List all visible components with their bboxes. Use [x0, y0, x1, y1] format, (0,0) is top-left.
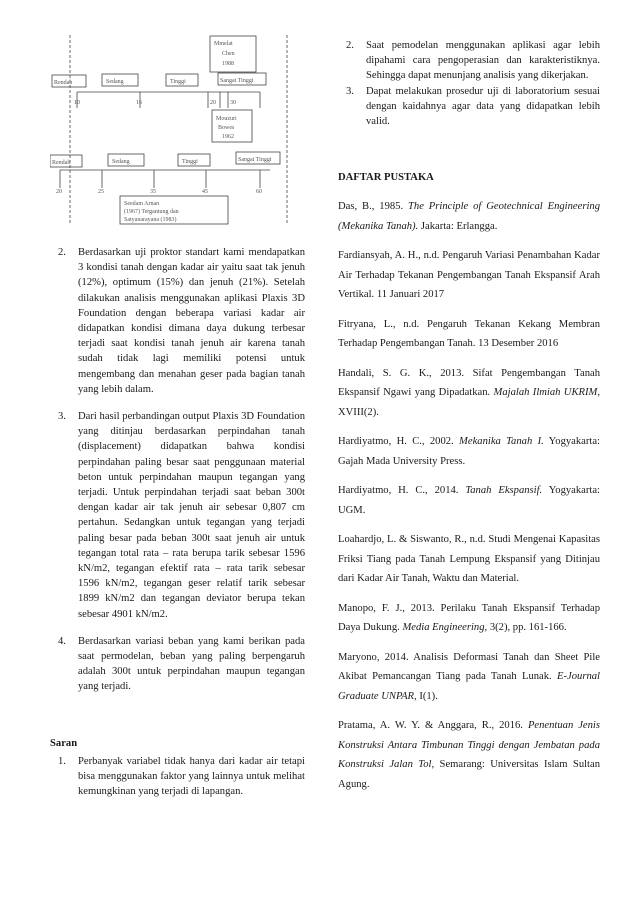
list-item — [338, 84, 600, 130]
reference-item — [338, 599, 600, 638]
list-item — [50, 245, 305, 397]
fig-mid-label-2: Bowes — [218, 125, 235, 131]
list-item — [50, 754, 305, 800]
fig-mid-label-1: Mouzuri — [216, 116, 237, 122]
reference-item — [338, 481, 600, 520]
item-number: 3. — [58, 411, 66, 423]
ref-text: Hardiyatmo, H. C., 2014. — [338, 485, 466, 496]
ref-italic: Tanah Ekspansif. — [465, 485, 543, 496]
fig-row1-sedang: Sedang — [106, 79, 124, 85]
ref-text-post: Semarang: Universitas Islam Sultan Agung. — [338, 759, 600, 790]
ref-text: Pratama, A. W. Y. & Anggara, R., 2016. — [338, 720, 528, 731]
fig-row2-sedang: Sedang — [112, 159, 130, 165]
item-number: 2. — [346, 40, 354, 51]
ref-italic: Penentuan Jenis Konstruksi Antara Timbunan Tinggi dengan Jembatan pada Konstruksi Jalan Tol, — [338, 720, 600, 770]
item-number: 4. — [58, 635, 66, 647]
ref-text: Fitryana, L., n.d. Pengaruh Tekanan Kekang Membran Terhadap Pengembangan Tanah. 13 Desember 2016 — [338, 318, 600, 349]
fig-bottom-label-2: (1967) Tergantung dan — [124, 209, 179, 215]
reference-item — [338, 364, 600, 423]
list-item — [338, 38, 600, 84]
ref-text: Maryono, 2014. Analisis Deformasi Tanah dan Sheet Pile Akibat Pemancangan Tiang pada Tanah Lunak. — [338, 651, 600, 682]
fig-row1-n3: 20 — [210, 100, 216, 106]
fig-row1-n1: 10 — [74, 100, 80, 106]
reference-item — [338, 648, 600, 707]
fig-row2-n3: 35 — [150, 189, 156, 195]
ref-text: Fardiansyah, A. H., n.d. Pengaruh Variasi Penambahan Kadar Air Terhadap Tekanan Pengembangan Tanah Ekspansif Arah Vertikal. 11 Januari 2017 — [338, 250, 600, 300]
ref-text-post: Yogyakarta: Gajah Mada University Press. — [338, 436, 600, 467]
ref-italic: Majalah Ilmiah UKRIM, — [493, 387, 600, 398]
fig-bottom-label-3: Satyanarayana (1983) — [124, 217, 177, 223]
fig-row1-tinggi: Tinggi — [170, 79, 186, 85]
saran-list — [50, 754, 305, 800]
reference-item — [338, 246, 600, 305]
ref-italic: Media Engineering, — [402, 622, 488, 633]
ref-text-post: Jakarta: Erlangga. — [418, 220, 498, 232]
fig-top-label-1: Mmelat — [214, 41, 233, 47]
item-text: Saat pemodelan menggunakan aplikasi agar lebih dipahami cara pengoperasian dan karakteristiknya. Sehingga dapat menunjang analisis yang dikerjakan. — [366, 40, 600, 82]
fig-top-label-2: Chen — [222, 51, 235, 57]
reference-item — [338, 716, 600, 794]
fig-row2-tinggi: Tinggi — [182, 159, 198, 165]
ref-text: Handali, S. G. K., 2013. Sifat Pengembangan Tanah Ekspansif Ngawi yang Dipadatkan. — [338, 367, 600, 398]
ref-text: Loahardjo, L. & Siswanto, R., n.d. Studi Mengenai Kapasitas Friksi Tiang pada Tanah Lempung Ekspansif yang Ditinjau dari Kadar Air Tanah, Waktu dan Material. — [338, 534, 600, 584]
ref-text: Manopo, F. J., 2013. Perilaku Tanah Ekspansif Terhadap Daya Dukung. — [338, 602, 600, 633]
daftar-pustaka-heading: DAFTAR PUSTAKA — [338, 172, 434, 183]
classification-diagram — [50, 30, 305, 235]
saran-list-continued — [338, 38, 600, 129]
saran-heading: Saran — [50, 738, 78, 749]
fig-row2-rendah: Rendah — [52, 160, 71, 166]
fig-row2-n2: 25 — [98, 189, 104, 195]
conclusion-list — [50, 245, 305, 707]
ref-text-post: 3(2), pp. 161-166. — [487, 622, 567, 633]
fig-top-label-3: 1988 — [222, 61, 234, 67]
fig-row2-n1: 20 — [56, 189, 62, 195]
item-number: 2. — [58, 247, 66, 258]
ref-italic: Mekanika Tanah I. — [459, 436, 544, 447]
fig-row2-n4: 45 — [202, 189, 208, 195]
item-number: 3. — [346, 85, 354, 97]
item-text: Perbanyak variabel tidak hanya dari kadar air tetapi bisa menggunakan faktor yang lainnya untuk melihat kemungkinan yang terjadi di lapangan. — [78, 756, 305, 798]
ref-text: Hardiyatmo, H. C., 2002. — [338, 436, 460, 447]
fig-row1-n2: 16 — [136, 100, 142, 106]
item-text: Dari hasil perbandingan output Plaxis 3D Foundation yang ditinjau berdasarkan perpindahan tanah (displacement) didapatkan bahwa kondisi perpindahan paling besar saat penggunaan material beton untuk perpindahan maupun tegangan yang terjadi. Untuk perpindahan terjadi saat beban 300t dengan kadar air tak jenuh air sebesar 0,807 cm pertahun. Sedangkan untuk tegangan yang terjadi paling besar pada beban 300t saat jenuh air untuk tegangan total rata – rata berupa tarik sebesar 1596 kN/m2, tegangan efektif rata – rata tarik sebesar 1596 kN/m2, tegangan geser relatif tarik sebesar 1899 kN/m2 dan tegangan deviator berupa tekan sebesar 4901 kN/m2. — [78, 411, 305, 620]
ref-italic: The Principle of Geotechnical Engineering (Mekanika Tanah). — [338, 201, 600, 232]
fig-row2-n5: 60 — [256, 189, 262, 195]
list-item — [50, 409, 305, 622]
reference-item — [338, 530, 600, 589]
ref-text-post: Yogyakarta: UGM. — [338, 485, 601, 516]
ref-text: Das, B., 1985. — [338, 201, 409, 212]
ref-text-post: XVIII(2). — [338, 406, 379, 418]
ref-text-post: I(1). — [416, 690, 438, 702]
reference-item — [338, 315, 600, 354]
swell-potential-figure — [50, 30, 305, 235]
fig-row1-sangat: Sangat Tinggi — [220, 78, 254, 84]
fig-mid-label-3: 1962 — [222, 134, 234, 140]
item-text: Berdasarkan variasi beban yang kami berikan pada saat permodelan, beban yang paling berpengaruh adalah 300t untuk perpindahan maupun tegangan yang terjadi. — [78, 635, 305, 693]
item-text: Dapat melakukan prosedur uji di laboratorium sesuai dengan kaidahnya agar data yang didapatkan lebih valid. — [366, 85, 600, 128]
reference-list — [338, 197, 600, 804]
reference-item — [338, 197, 600, 236]
list-item — [50, 634, 305, 695]
item-text: Berdasarkan uji proktor standart kami mendapatkan 3 kondisi tanah dengan kadar air yaitu saat tak jenuh (12%), optimum (15%) dan jenuh (21%). Setelah dilakukan analisis menggunakan aplikasi Plaxis 3D Foundation dengan beberapa variasi kadar air didapatkan kondisi dimana daya dukung terbesar terjadi saat kondisi tanah jenuh air karena tanah sudah tidak lagi memiliki potensi untuk mengembang dan menahan geser pada bagian tanah yang lebih dalam. — [78, 247, 305, 395]
item-number: 1. — [58, 756, 66, 767]
fig-row1-n4: 30 — [230, 100, 236, 106]
fig-row1-rendah: Rendah — [54, 80, 73, 86]
fig-bottom-label-1: Seedam Arnan — [124, 201, 160, 207]
reference-item — [338, 432, 600, 471]
ref-italic: E-Journal Graduate UNPAR, — [338, 671, 600, 702]
fig-row2-sangat: Sangat Tinggi — [238, 157, 272, 163]
